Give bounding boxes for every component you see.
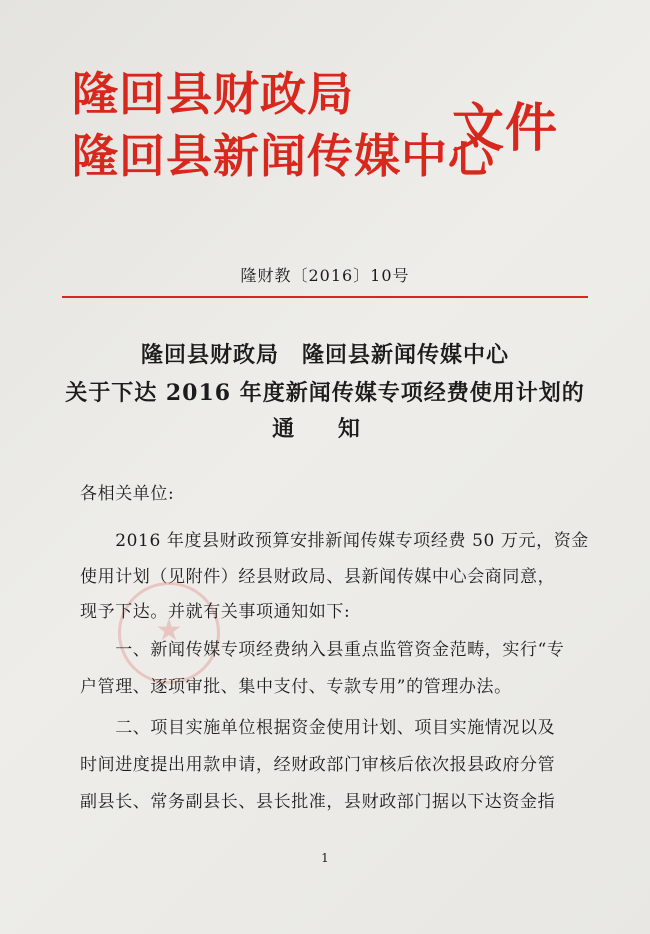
official-seal-stamp	[118, 582, 220, 684]
title-line-subject: 关于下达 2016 年度新闻传媒专项经费使用计划的	[65, 380, 585, 406]
title-line-notice: 通 知	[272, 416, 378, 442]
salutation: 各相关单位:	[80, 484, 175, 504]
body-line: 一、新闻传媒专项经费纳入县重点监管资金范畴，实行“专	[80, 640, 565, 660]
header-separator-red-line	[62, 296, 588, 298]
body-line: 时间进度提出用款申请，经财政部门审核后依次报县政府分管	[80, 755, 556, 775]
seal-star-icon: ★	[155, 613, 183, 648]
document-type-label: 文件	[452, 98, 559, 159]
body-line: 2016 年度县财政预算安排新闻传媒专项经费 50 万元，资金	[80, 531, 589, 551]
body-line: 现予下达。并就有关事项通知如下:	[80, 602, 351, 622]
body-line: 户管理、逐项审批、集中支付、专款专用”的管理办法。	[80, 677, 512, 697]
body-line: 二、项目实施单位根据资金使用计划、项目实施情况以及	[80, 718, 556, 738]
body-line: 副县长、常务副县长、县长批准，县财政部门据以下达资金指	[80, 792, 556, 812]
body-line: 使用计划（见附件）经县财政局、县新闻传媒中心会商同意，	[80, 567, 556, 587]
issuer-name-media-center: 隆回县新闻传媒中心	[72, 129, 495, 183]
issuer-name-finance-bureau: 隆回县财政局	[72, 67, 354, 121]
page-number: 1	[321, 851, 329, 865]
title-line-issuers: 隆回县财政局 隆回县新闻传媒中心	[140, 342, 509, 368]
document-number: 隆财教〔2016〕10号	[240, 266, 410, 285]
